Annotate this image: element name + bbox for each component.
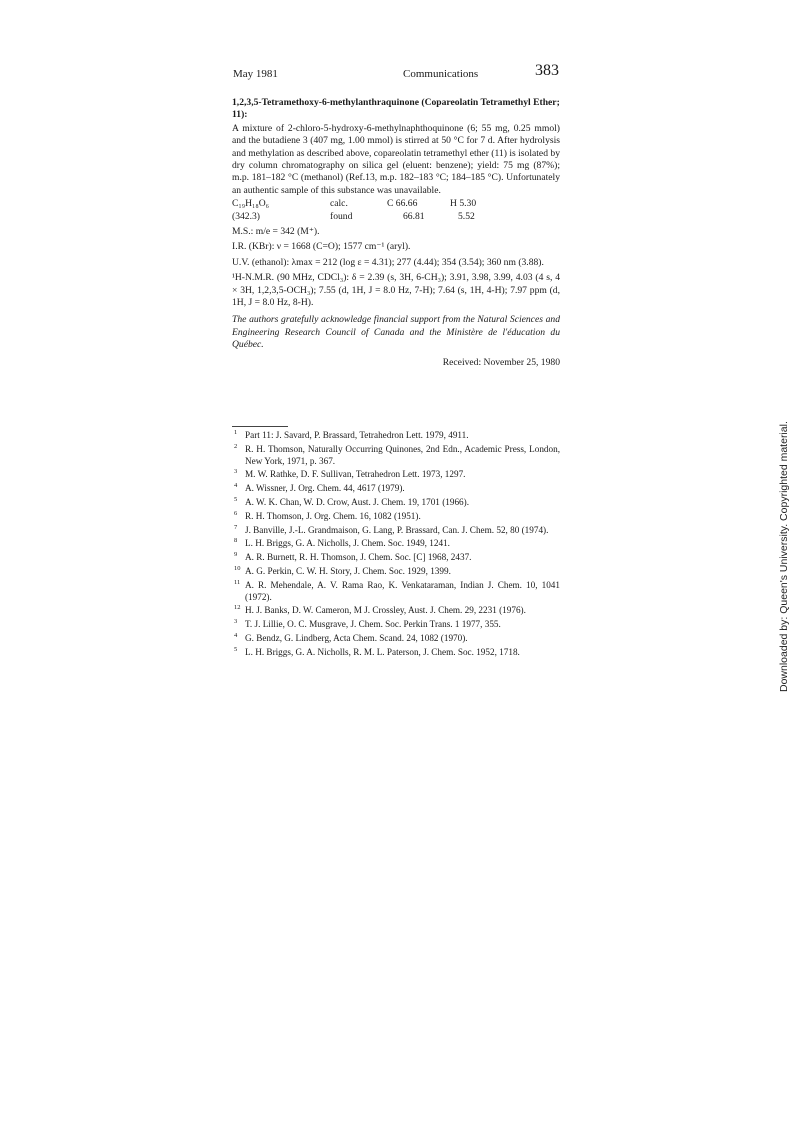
calc-carbon: C 66.66 bbox=[387, 198, 418, 210]
reference-number: 4 bbox=[234, 631, 238, 639]
reference-number: 3 bbox=[234, 468, 238, 476]
reference-item bbox=[232, 483, 560, 495]
found-label: found bbox=[330, 210, 353, 222]
reference-item bbox=[232, 444, 560, 468]
reference-number: 7 bbox=[234, 523, 238, 531]
analysis-row-found bbox=[232, 211, 560, 223]
molecular-formula: C₁₉H₁₈O₆ bbox=[232, 198, 269, 210]
molecular-weight: (342.3) bbox=[232, 210, 260, 222]
calc-label: calc. bbox=[330, 198, 348, 210]
mass-spectrum: M.S.: m/e = 342 (M⁺). bbox=[232, 226, 320, 238]
reference-text: A. R. Burnett, R. H. Thomson, J. Chem. Soc. [C] 1968, 2437. bbox=[245, 552, 472, 563]
reference-item bbox=[232, 538, 560, 550]
reference-number: 6 bbox=[234, 509, 238, 517]
reference-item bbox=[232, 605, 560, 617]
analysis-row-calc bbox=[232, 198, 560, 210]
reference-number: 8 bbox=[234, 537, 238, 545]
reference-number: 10 bbox=[234, 564, 241, 572]
found-carbon: 66.81 bbox=[403, 210, 425, 222]
reference-item bbox=[232, 525, 560, 537]
reference-item bbox=[232, 580, 560, 604]
elemental-analysis bbox=[232, 198, 560, 223]
reference-text: A. W. K. Chan, W. D. Crow, Aust. J. Chem. 19, 1701 (1966). bbox=[245, 496, 469, 507]
reference-text: G. Bendz, G. Lindberg, Acta Chem. Scand. 24, 1082 (1970). bbox=[245, 632, 468, 643]
reference-text: A. Wissner, J. Org. Chem. 44, 4617 (1979). bbox=[245, 483, 405, 494]
watermark-text: Downloaded by: Queen's University. Copyrighted material. bbox=[778, 421, 790, 692]
reference-text: L. H. Briggs, G. A. Nicholls, J. Chem. Soc. 1949, 1241. bbox=[245, 538, 450, 549]
acknowledgment: The authors gratefully acknowledge financial support from the Natural Sciences and Engineering Research Council of Canada and the Ministère de l'éducation du Québec. bbox=[232, 314, 560, 351]
reference-text: Part 11: J. Savard, P. Brassard, Tetrahedron Lett. 1979, 4911. bbox=[245, 430, 469, 440]
reference-text: J. Banville, J.-L. Grandmaison, G. Lang, P. Brassard, Can. J. Chem. 52, 80 (1974). bbox=[245, 524, 549, 535]
reference-number: 5 bbox=[234, 495, 238, 503]
page-number: 383 bbox=[535, 62, 559, 79]
reference-number: 1 bbox=[234, 429, 238, 436]
reference-text: T. J. Lillie, O. C. Musgrave, J. Chem. Soc. Perkin Trans. 1 1977, 355. bbox=[245, 619, 501, 630]
reference-number: 9 bbox=[234, 551, 238, 559]
reference-number: 4 bbox=[234, 482, 238, 490]
reference-item bbox=[232, 469, 560, 481]
reference-text: L. H. Briggs, G. A. Nicholls, R. M. L. Paterson, J. Chem. Soc. 1952, 1718. bbox=[245, 646, 520, 657]
reference-item bbox=[232, 566, 560, 578]
nmr-spectrum: ¹H-N.M.R. (90 MHz, CDCl₃): δ = 2.39 (s, 3H, 6-CH₃); 3.91, 3.98, 3.99, 4.03 (4 s, 4 × 3H, 1,2,3,5-OCH₃); 7.55 (d, 1H, J = 8.0 Hz, 7-H); 7.64 (s, 1H, 4-H); 7.97 ppm (d, 1H, J = 8.0 Hz, 8-H). bbox=[232, 272, 560, 309]
reference-item bbox=[232, 511, 560, 523]
running-header bbox=[233, 62, 559, 84]
calc-hydrogen: H 5.30 bbox=[450, 198, 477, 210]
reference-item bbox=[232, 633, 560, 645]
issue-date: May 1981 bbox=[233, 68, 278, 80]
reference-item bbox=[232, 619, 560, 631]
reference-text: M. W. Rathke, D. F. Sullivan, Tetrahedron Lett. 1973, 1297. bbox=[245, 469, 466, 480]
reference-text: H. J. Banks, D. W. Cameron, M J. Crossley, Aust. J. Chem. 29, 2231 (1976). bbox=[245, 605, 526, 616]
reference-text: R. H. Thomson, Naturally Occurring Quinones, 2nd Edn., Academic Press, London, New York, 1971, p. 367. bbox=[245, 443, 560, 466]
received-date: Received: November 25, 1980 bbox=[442, 356, 560, 368]
reference-item bbox=[232, 552, 560, 564]
reference-number: 5 bbox=[234, 645, 238, 653]
ir-spectrum: I.R. (KBr): ν = 1668 (C=O); 1577 cm⁻¹ (aryl). bbox=[232, 241, 411, 253]
procedure-paragraph: A mixture of 2-chloro-5-hydroxy-6-methylnaphthoquinone (6; 55 mg, 0.25 mmol) and the butadiene 3 (407 mg, 1.00 mmol) is stirred at 50 °C for 7 d. After hydrolysis and methylation as described above, copareolatin tetramethyl ether (11) is isolated by dry column chromatography on silica gel (eluent: benzene); yield: 75 mg (87%); m.p. 181–182 °C (methanol) (Ref.13, m.p. 182–183 °C; 184–185 °C). Unfortunately an authentic sample of this substance was unavailable. bbox=[232, 122, 560, 196]
reference-item bbox=[232, 647, 560, 659]
reference-item bbox=[232, 430, 560, 442]
footnote-divider bbox=[232, 426, 288, 427]
section-title: Communications bbox=[403, 68, 479, 80]
article-body bbox=[232, 97, 560, 369]
reference-list bbox=[232, 430, 560, 661]
uv-spectrum: U.V. (ethanol): λmax = 212 (log ε = 4.31); 277 (4.44); 354 (3.54); 360 nm (3.88). bbox=[232, 256, 544, 268]
reference-number: 3 bbox=[234, 618, 238, 626]
reference-number: 11 bbox=[234, 578, 241, 586]
reference-number: 12 bbox=[234, 604, 241, 612]
compound-heading: 1,2,3,5-Tetramethoxy-6-methylanthraquinone (Copareolatin Tetramethyl Ether; 11): bbox=[232, 97, 560, 121]
found-hydrogen: 5.52 bbox=[458, 210, 475, 222]
reference-text: A. G. Perkin, C. W. H. Story, J. Chem. Soc. 1929, 1399. bbox=[245, 565, 451, 576]
reference-text: R. H. Thomson, J. Org. Chem. 16, 1082 (1951). bbox=[245, 510, 421, 521]
reference-number: 2 bbox=[234, 442, 238, 450]
reference-item bbox=[232, 497, 560, 509]
reference-text: A. R. Mehendale, A. V. Rama Rao, K. Venkataraman, Indian J. Chem. 10, 1041 (1972). bbox=[245, 579, 560, 602]
